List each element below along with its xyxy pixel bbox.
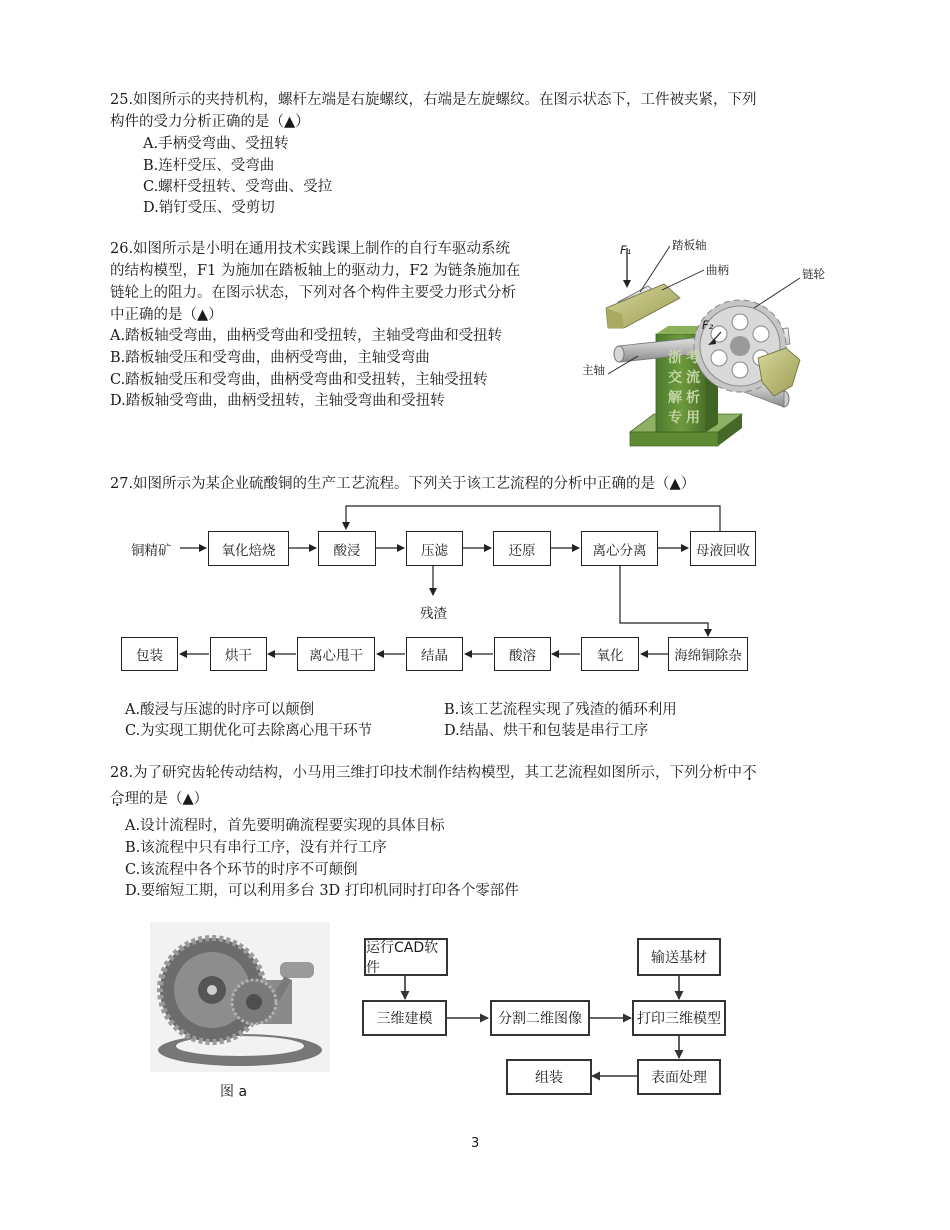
q26-stem-line3: 链轮上的阻力。在图示状态，下列对各个构件主要受力形式分析: [110, 285, 516, 301]
figure-a-caption: 图 a: [220, 1084, 248, 1100]
watermark-char: 浙: [668, 350, 682, 366]
watermark-char: 析: [686, 390, 700, 406]
watermark-char: 用: [686, 410, 700, 426]
flow-step-oxidize-roast: 氧化焙烧: [208, 531, 289, 566]
flow-assemble: 组装: [506, 1059, 592, 1095]
label-f2: F₂: [702, 318, 714, 332]
q25-stem-line1: 25.如图所示的夹持机构，螺杆左端是右旋螺纹，右端是左旋螺纹。在图示状态下，工件被夹紧，下列: [110, 92, 757, 108]
q25-option-d: D.销钉受压、受剪切: [143, 200, 275, 216]
q26-option-a: A.踏板轴受弯曲，曲柄受弯曲和受扭转，主轴受弯曲和受扭转: [110, 328, 503, 344]
emphasis-char: 不: [742, 765, 757, 781]
flow-run-cad: 运行CAD软件: [364, 938, 448, 976]
watermark-char: 流: [686, 370, 700, 386]
gear-model-illustration: [150, 922, 330, 1072]
q28-stem-text: 28.为了研究齿轮传动结构，小马用三维打印技术制作结构模型，其工艺流程如图所示，下列分析中: [110, 765, 743, 781]
q28-stem-rest: 理的是（▲）: [124, 791, 209, 807]
page-number: 3: [471, 1136, 480, 1151]
q27-option-b: B.该工艺流程实现了残渣的循环利用: [444, 702, 677, 718]
q26-option-b: B.踏板轴受压和受弯曲，曲柄受弯曲，主轴受弯曲: [110, 350, 430, 366]
watermark-char: 考: [686, 350, 700, 366]
flow-split-2d: 分割二维图像: [490, 1000, 590, 1036]
flow-start-ore: 铜精矿: [131, 543, 172, 559]
flow-step-dry: 烘干: [210, 637, 267, 671]
q26-stem-line2: 的结构模型，F1 为施加在踏板轴上的驱动力，F2 为链条施加在: [110, 263, 521, 279]
q25-option-a: A.手柄受弯曲、受扭转: [143, 136, 289, 152]
flow-3d-modeling: 三维建模: [362, 1000, 447, 1036]
flow-residue: 残渣: [420, 606, 447, 622]
q27-option-d: D.结晶、烘干和包装是串行工序: [444, 723, 649, 739]
flow-step-acid-dissolve: 酸溶: [494, 637, 551, 671]
emphasis-char: 合: [110, 791, 125, 807]
flow-step-oxidize: 氧化: [581, 637, 639, 671]
q26-option-d: D.踏板轴受弯曲，曲柄受扭转，主轴受弯曲和受扭转: [110, 393, 445, 409]
flow-step-mother-liquor: 母液回收: [690, 531, 756, 566]
q27-option-c: C.为实现工期优化可去除离心甩干环节: [125, 723, 373, 739]
flow-step-package: 包装: [121, 637, 178, 671]
q28-option-a: A.设计流程时，首先要明确流程要实现的具体目标: [125, 818, 445, 834]
flow-print-3d: 打印三维模型: [632, 1000, 726, 1036]
flow-feed-material: 输送基材: [637, 938, 721, 976]
flow-surface-treatment: 表面处理: [637, 1059, 721, 1095]
q25-option-c: C.螺杆受扭转、受弯曲、受拉: [143, 179, 333, 195]
flow-step-reduce: 还原: [493, 531, 551, 566]
flow-step-crystallize: 结晶: [406, 637, 463, 671]
q26-stem-line4: 中正确的是（▲）: [110, 307, 223, 323]
watermark-char: 解: [668, 390, 682, 406]
flow-step-spin-dry: 离心甩干: [297, 637, 375, 671]
label-sprocket: 链轮: [802, 267, 825, 281]
q26-option-c: C.踏板轴受压和受弯曲，曲柄受弯曲和受扭转，主轴受扭转: [110, 372, 488, 388]
q25-stem-line2: 构件的受力分析正确的是（▲）: [110, 114, 310, 130]
label-pedal-axle: 踏板轴: [672, 238, 707, 252]
q28-option-b: B.该流程中只有串行工序，没有并行工序: [125, 840, 387, 856]
watermark-char: 专: [668, 410, 682, 426]
q25-option-b: B.连杆受压、受弯曲: [143, 158, 275, 174]
flow-step-acid-leach: 酸浸: [318, 531, 376, 566]
q27-stem: 27.如图所示为某企业硫酸铜的生产工艺流程。下列关于该工艺流程的分析中正确的是（▲）: [110, 476, 696, 492]
q28-option-c: C.该流程中各个环节的时序不可颠倒: [125, 862, 358, 878]
flow-step-sponge-copper: 海绵铜除杂: [668, 637, 748, 671]
q28-stem-line2: [110, 788, 208, 810]
q27-option-a: A.酸浸与压滤的时序可以颠倒: [125, 702, 315, 718]
label-main-axle: 主轴: [582, 363, 605, 377]
q28-stem-line1: [110, 762, 757, 784]
watermark-char: 交: [668, 370, 682, 386]
label-crank: 曲柄: [706, 263, 729, 277]
gear-model-figure: [150, 922, 330, 1072]
flow-step-press-filter: 压滤: [406, 531, 463, 566]
q28-option-d: D.要缩短工期，可以利用多台 3D 打印机同时打印各个零部件: [125, 883, 519, 899]
label-f1: F₁: [620, 243, 632, 257]
q26-stem-line1: 26.如图所示是小明在通用技术实践课上制作的自行车驱动系统: [110, 241, 511, 257]
flow-step-centrifuge: 离心分离: [581, 531, 658, 566]
